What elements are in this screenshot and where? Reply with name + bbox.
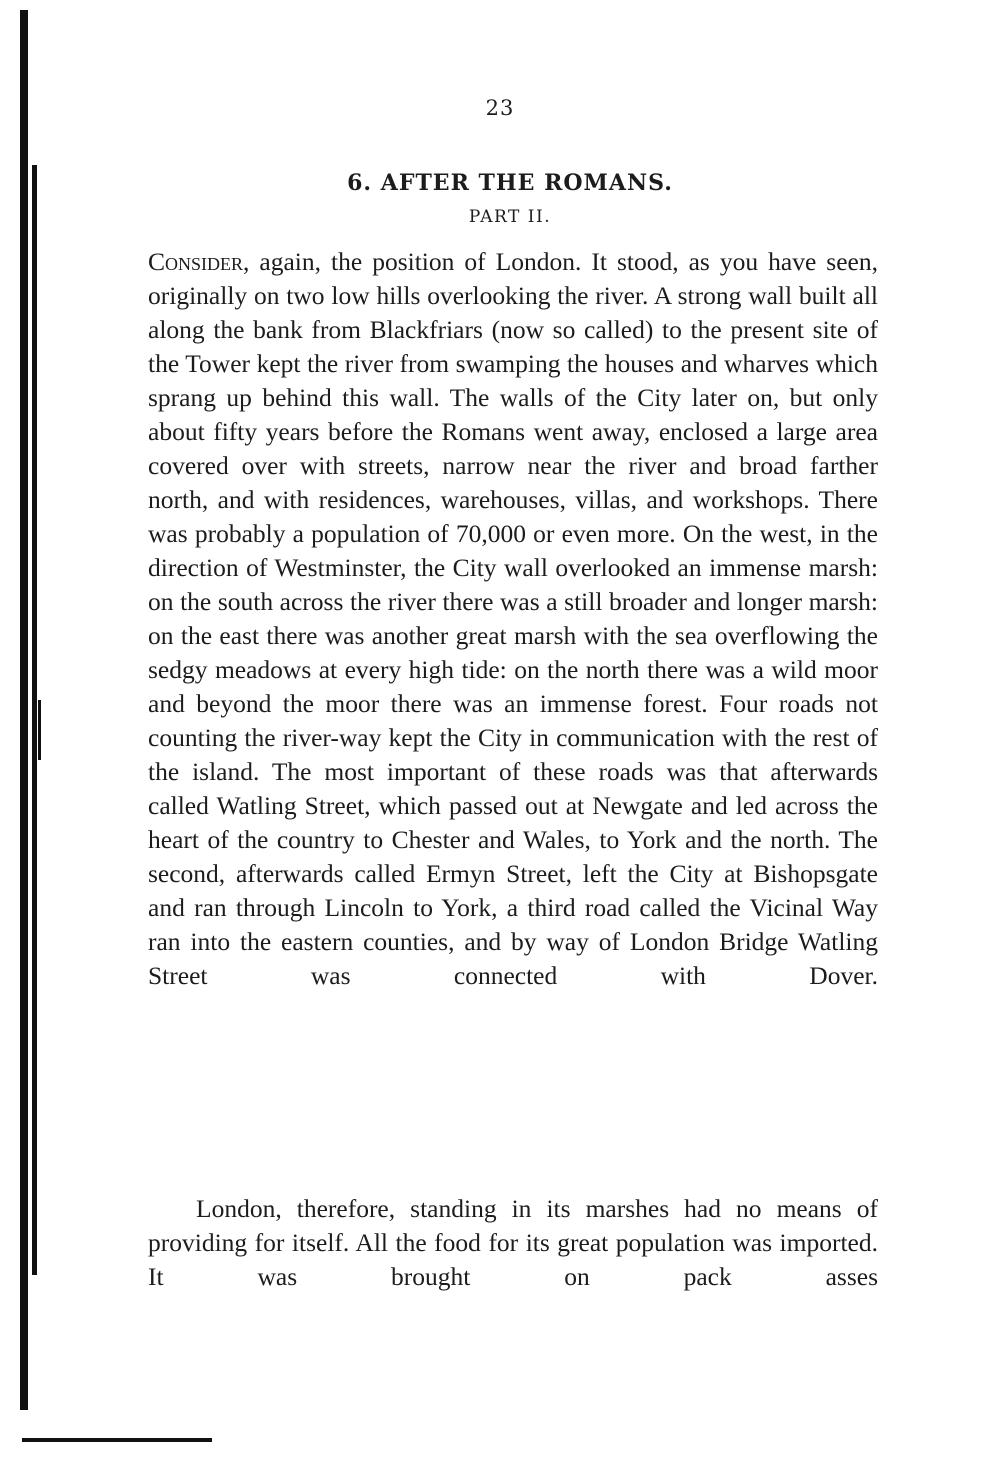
chapter-title: 6. AFTER THE ROMANS. [347, 170, 673, 196]
paragraph-1-text: , again, the position of London. It stood, as you have seen, originally on two low hills overlooking the river. A strong wall built all along the bank from Blackfriars (now so called) to the present site of the Tower kept the river from swamping the houses and wharves which sprang up behind this wall. The walls of the City later on, but only about fifty years before the Romans went away, enclosed a large area covered over with streets, narrow near the river and broad farther north, and with residences, warehouses, villas, and workshops. There was probably a population of 70,000 or even more. On the west, in the direction of Westminster, the City wall overlooked an immense marsh: on the south across the river there was a still broader and longer marsh: on the east there was another great marsh with the sea overflowing the sedgy meadows at every high tide: on the north there was a wild moor and beyond the moor there was an immense forest. Four roads not counting the river-way kept the City in communication with the rest of the island. The most important of these roads was that afterwards called Watling Street, which passed out at Newgate and led across the heart of the country to Chester and Wales, to York and the north. The second, afterwards called Ermyn Street, left the City at Bishopsgate and ran through Lincoln to York, a third road called the Vicinal Way ran into the eastern counties, and by way of London Bridge Watling Street was connected with Dover. [148, 247, 878, 990]
part-label: PART II. [468, 207, 552, 227]
page-binding-foot [22, 1438, 212, 1442]
page-binding-shadow [32, 165, 37, 1275]
page-binding-mark [38, 700, 41, 760]
paragraph-2: London, therefore, standing in its marshes had no means of providing for itself. All the food for its great population was imported. It was brought on pack asses [148, 1194, 878, 1291]
page-binding-edge [20, 10, 28, 1410]
page-number: 23 [485, 96, 515, 120]
paragraph-lead-word: Consider [148, 247, 244, 276]
paragraph-1 [148, 245, 878, 993]
